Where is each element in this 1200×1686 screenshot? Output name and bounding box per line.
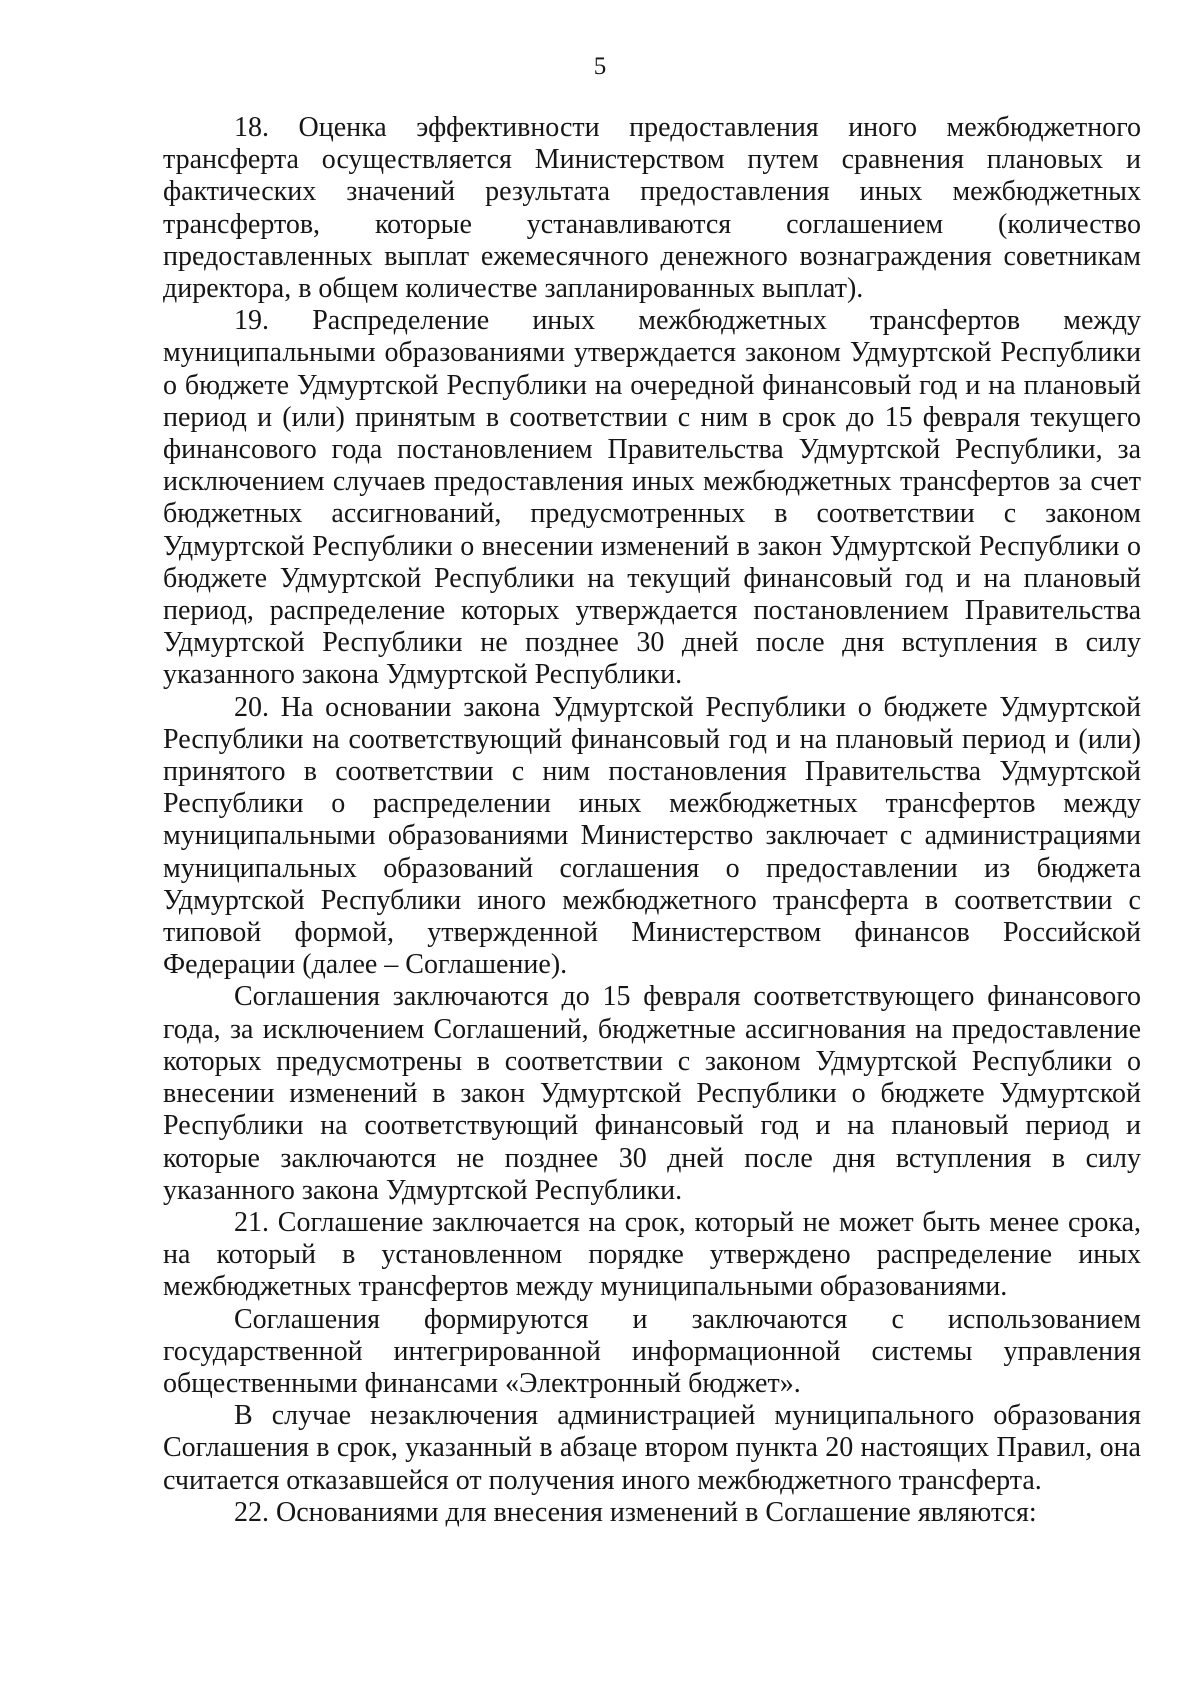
paragraph-19: 19. Распределение иных межбюджетных трансфертов между муниципальными образованиями утверждается законом Удмуртской Республики о бюджете Удмуртской Республики на очередной финансовый год и на плановый период и (или) принятым в соответствии с ним в срок до 15 февраля текущего финансового года постановлением Правительства Удмуртской Республики, за исключением случаев предоставления иных межбюджетных трансфертов за счет бюджетных ассигнований, предусмотренных в соответствии с законом Удмуртской Республики о внесении изменений в закон Удмуртской Республики о бюджете Удмуртской Республики на текущий финансовый год и на плановый период, распределение которых утверждается постановлением Правительства Удмуртской Республики не позднее 30 дней после дня вступления в силу указанного закона Удмуртской Республики. xyxy=(163,305,1141,691)
paragraph-18: 18. Оценка эффективности предоставления иного межбюджетного трансферта осуществляется Министерством путем сравнения плановых и фактических значений результата предоставления иных межбюджетных трансфертов, которые устанавливаются соглашением (количество предоставленных выплат ежемесячного денежного вознаграждения советникам директора, в общем количестве запланированных выплат). xyxy=(163,112,1141,305)
paragraph-21-non-conclusion: В случае незаключения администрацией муниципального образования Соглашения в срок, указанный в абзаце втором пункта 20 настоящих Правил, она считается отказавшейся от получения иного межбюджетного трансферта. xyxy=(163,1400,1141,1496)
paragraph-22: 22. Основаниями для внесения изменений в Соглашение являются: xyxy=(234,1496,1037,1528)
paragraph-21-electronic-budget: Соглашения формируются и заключаются с использованием государственной интегрированной информационной системы управления общественными финансами «Электронный бюджет». xyxy=(163,1303,1141,1399)
paragraph-20-agreements-deadline: Соглашения заключаются до 15 февраля соответствующего финансового года, за исключением Соглашений, бюджетные ассигнования на предоставление которых предусмотрены в соответствии с законом Удмуртской Республики о внесении изменений в закон Удмуртской Республики о бюджете Удмуртской Республики на соответствующий финансовый год и на плановый период и которые заключаются не позднее 30 дней после дня вступления в силу указанного закона Удмуртской Республики. xyxy=(163,981,1141,1206)
paragraph-21: 21. Соглашение заключается на срок, который не может быть менее срока, на который в установленном порядке утверждено распределение иных межбюджетных трансфертов между муниципальными образованиями. xyxy=(163,1206,1141,1303)
page-number: 5 xyxy=(593,53,607,80)
paragraph-20: 20. На основании закона Удмуртской Республики о бюджете Удмуртской Республики на соответствующий финансовый год и на плановый период и (или) принятого в соответствии с ним постановления Правительства Удмуртской Республики о распределении иных межбюджетных трансфертов между муниципальными образованиями Министерство заключает с администрациями муниципальных образований соглашения о предоставлении из бюджета Удмуртской Республики иного межбюджетного трансферта в соответствии с типовой формой, утвержденной Министерством финансов Российской Федерации (далее – Соглашение). xyxy=(163,691,1141,981)
document-body xyxy=(163,112,1141,1529)
